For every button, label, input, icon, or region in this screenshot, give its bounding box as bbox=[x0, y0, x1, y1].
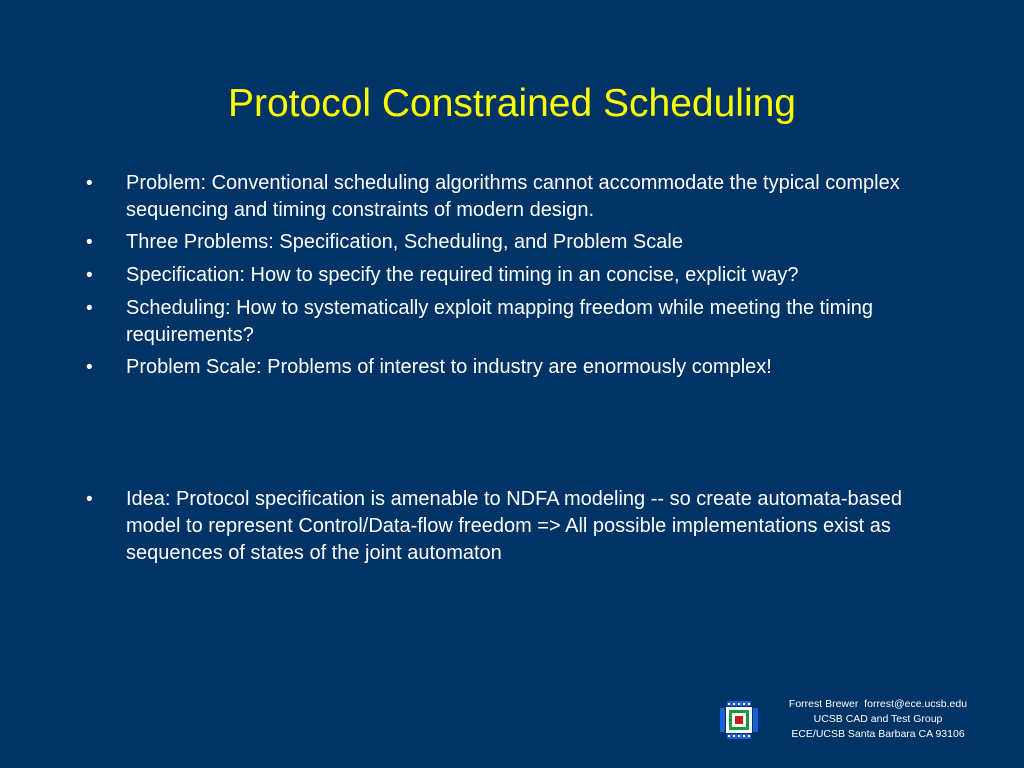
bullet-text: Problem: Conventional scheduling algorithms cannot accommodate the typical complex sequencing and timing constraints of modern design. bbox=[126, 172, 900, 221]
bullet-text: Idea: Protocol specification is amenable to NDFA modeling -- so create automata-based model to represent Control/Data-flow freedom => All possible implementations exist as sequences of states of the joint automaton bbox=[126, 488, 902, 564]
bullet-marker: • bbox=[86, 357, 93, 378]
footer-line-address: ECE/UCSB Santa Barbara CA 93106 bbox=[791, 728, 965, 740]
bullet-text: Three Problems: Specification, Scheduling, and Problem Scale bbox=[126, 231, 683, 253]
bullet-text: Scheduling: How to systematically exploit mapping freedom while meeting the timing requirements? bbox=[126, 297, 874, 346]
footer-contact bbox=[770, 697, 986, 742]
ucsb-cad-logo-icon bbox=[718, 699, 760, 741]
bullet-text: Problem Scale: Problems of interest to industry are enormously complex! bbox=[126, 356, 772, 378]
footer-line-group: UCSB CAD and Test Group bbox=[813, 713, 943, 725]
bullet-marker: • bbox=[86, 298, 93, 319]
bullet-text: Specification: How to specify the required timing in an concise, explicit way? bbox=[126, 264, 799, 286]
footer-line-author: Forrest Brewer forrest@ece.ucsb.edu bbox=[788, 698, 968, 710]
bullet-marker: • bbox=[86, 232, 93, 253]
slide-title: Protocol Constrained Scheduling bbox=[227, 82, 796, 125]
bullet-marker: • bbox=[86, 489, 93, 510]
bullet-marker: • bbox=[86, 173, 93, 194]
bullet-marker: • bbox=[86, 265, 93, 286]
